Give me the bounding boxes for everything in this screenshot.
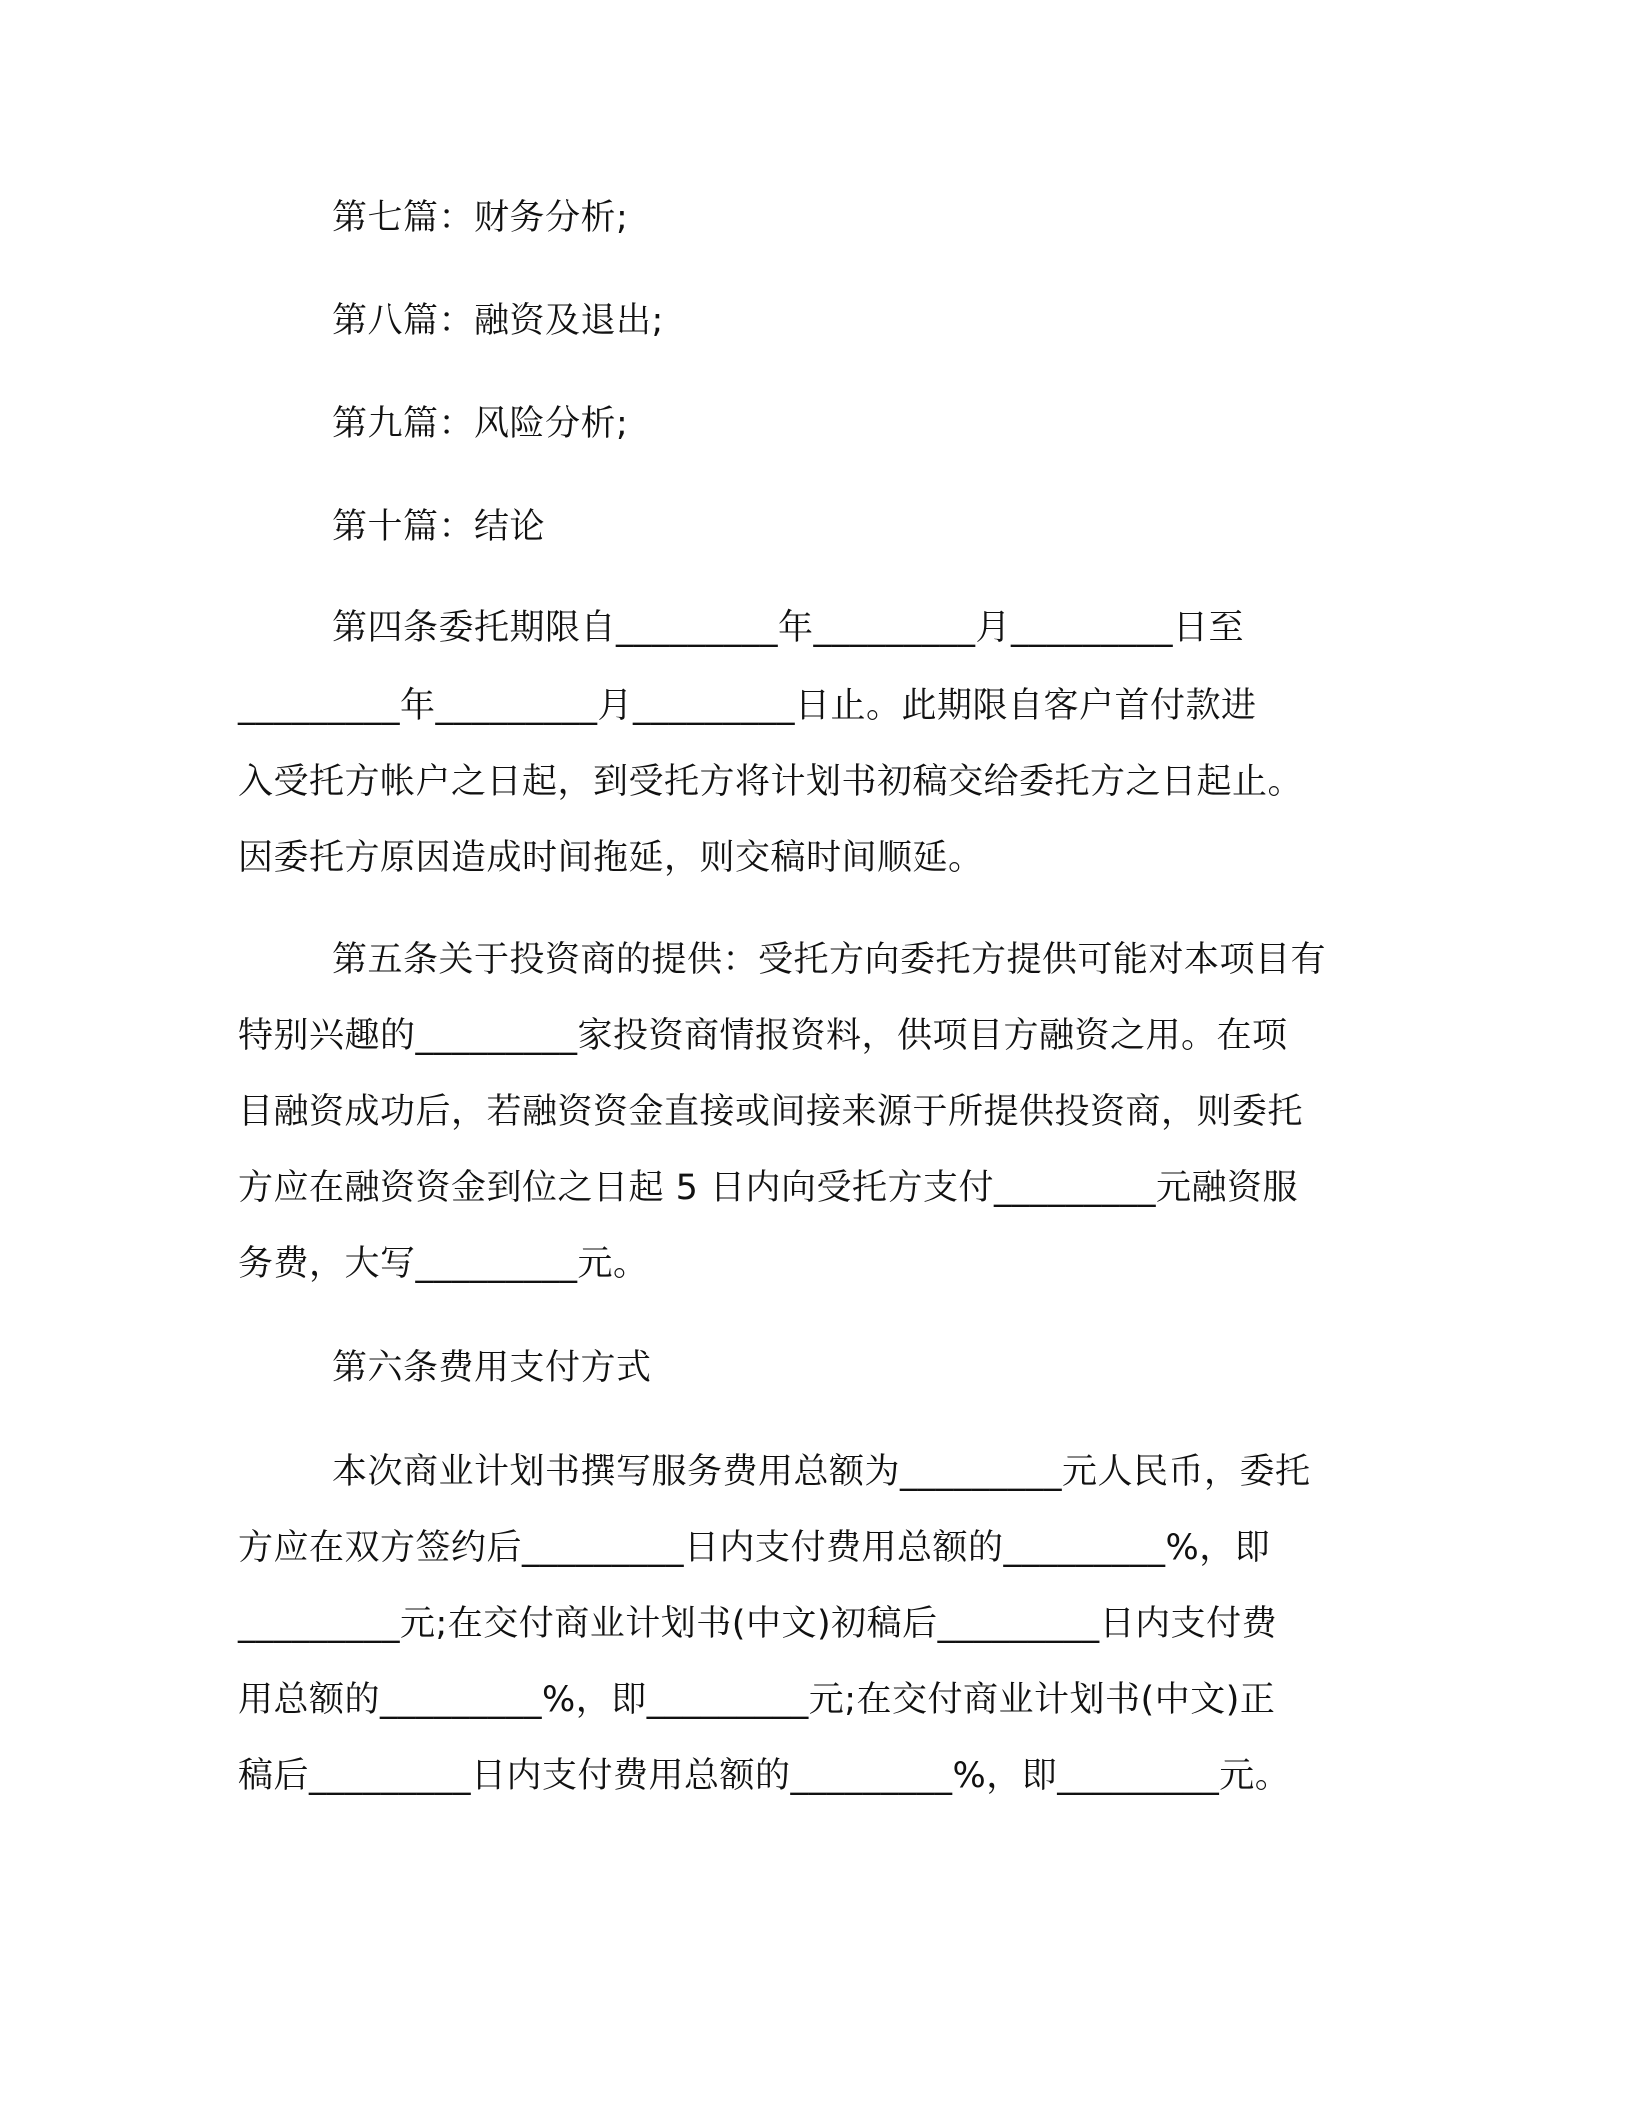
article-5-line-4: 方应在融资资金到位之日起 5 日内向受托方支付_________元融资服 [238, 1168, 1299, 1208]
article-5-line-5: 务费，大写_________元。 [238, 1244, 649, 1284]
article-6-line-2: 方应在双方签约后_________日内支付费用总额的_________%，即 [238, 1528, 1271, 1568]
article-5-line-3: 目融资成功后，若融资资金直接或间接来源于所提供投资商，则委托 [238, 1092, 1304, 1132]
chapter-7-line: 第七篇：财务分析; [332, 198, 629, 238]
article-6-line-5: 稿后_________日内支付费用总额的_________%，即_________元。 [238, 1756, 1291, 1796]
article-6-line-3: _________元;在交付商业计划书(中文)初稿后_________日内支付费 [238, 1604, 1278, 1644]
chapter-10-line: 第十篇：结论 [332, 507, 546, 547]
article-5-line-1: 第五条关于投资商的提供：受托方向委托方提供可能对本项目有 [332, 940, 1327, 980]
article-6-line-4: 用总额的_________%，即_________元;在交付商业计划书(中文)正 [238, 1680, 1276, 1720]
chapter-9-line: 第九篇：风险分析; [332, 404, 629, 444]
article-6-title: 第六条费用支付方式 [332, 1348, 652, 1388]
article-4-line-2: _________年_________月_________日止。此期限自客户首付款进 [238, 686, 1257, 726]
article-6-line-1: 本次商业计划书撰写服务费用总额为_________元人民币，委托 [332, 1452, 1311, 1492]
article-4-line-4: 因委托方原因造成时间拖延，则交稿时间顺延。 [238, 838, 984, 878]
article-4-line-3: 入受托方帐户之日起，到受托方将计划书初稿交给委托方之日起止。 [238, 762, 1304, 802]
article-4-line-1: 第四条委托期限自_________年_________月_________日至 [332, 608, 1245, 648]
article-5-line-2: 特别兴趣的_________家投资商情报资料，供项目方融资之用。在项 [238, 1016, 1288, 1056]
chapter-8-line: 第八篇：融资及退出; [332, 301, 664, 341]
